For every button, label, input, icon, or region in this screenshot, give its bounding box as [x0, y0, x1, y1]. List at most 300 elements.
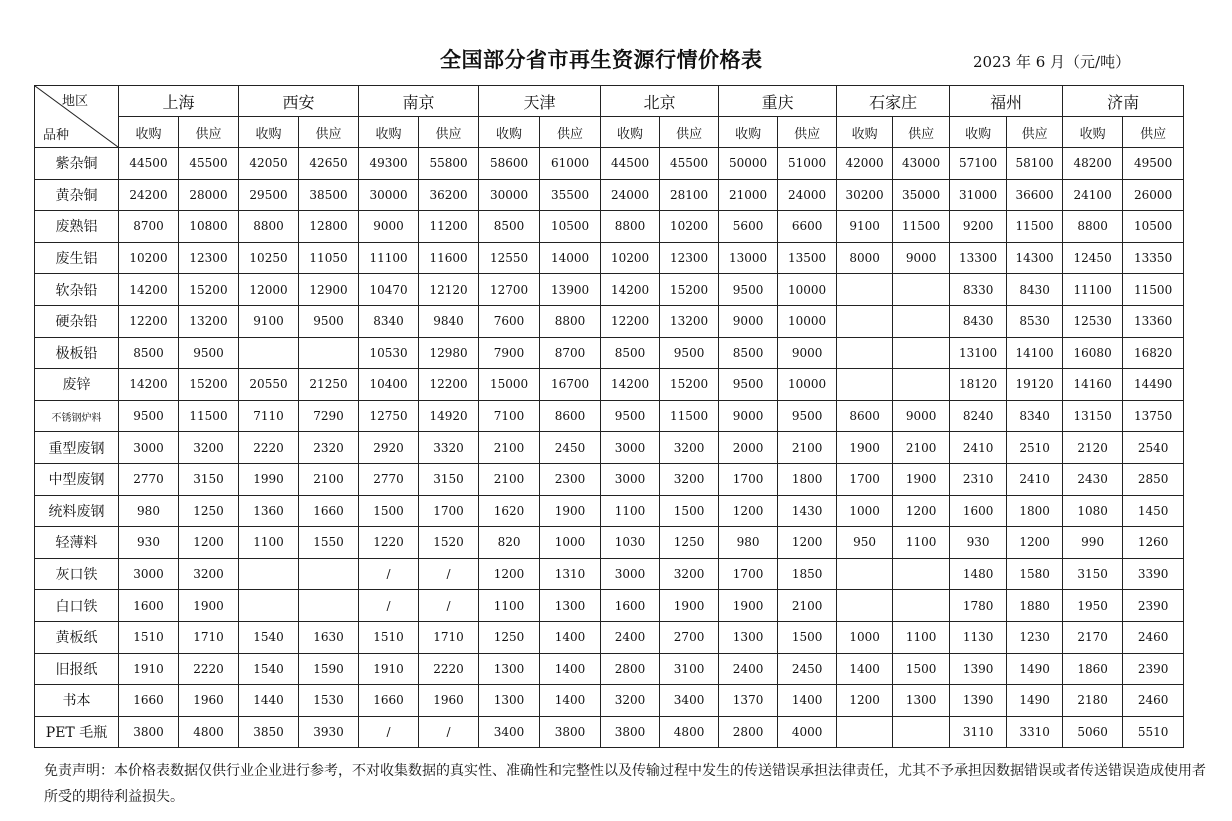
- price-cell: 26000: [1123, 179, 1184, 211]
- table-row: [35, 305, 1184, 337]
- price-cell: 8330: [950, 274, 1007, 306]
- table-row: [35, 211, 1184, 243]
- price-cell: 14160: [1063, 369, 1123, 401]
- price-cell: 12000: [239, 274, 299, 306]
- price-cell: 2390: [1123, 653, 1184, 685]
- variety-label: 废熟铝: [35, 211, 119, 243]
- price-cell: 44500: [601, 148, 660, 180]
- price-cell: 1580: [1007, 558, 1063, 590]
- price-cell: 1130: [950, 621, 1007, 653]
- price-cell: 12300: [660, 242, 719, 274]
- price-cell: 1710: [179, 621, 239, 653]
- price-cell: 4800: [660, 716, 719, 748]
- table-row: [35, 495, 1184, 527]
- price-cell: 9500: [719, 369, 778, 401]
- variety-label: 紫杂铜: [35, 148, 119, 180]
- buy-header: 收购: [239, 117, 299, 148]
- price-cell: 1710: [419, 621, 479, 653]
- price-cell: 9500: [601, 400, 660, 432]
- price-cell: 20550: [239, 369, 299, 401]
- price-cell: 12200: [119, 305, 179, 337]
- price-cell: 1440: [239, 685, 299, 717]
- price-cell: 3400: [660, 685, 719, 717]
- price-cell: 980: [719, 527, 778, 559]
- price-cell: 7600: [479, 305, 540, 337]
- price-cell: 2180: [1063, 685, 1123, 717]
- price-cell: 13200: [660, 305, 719, 337]
- price-cell: 2540: [1123, 432, 1184, 464]
- price-cell: 15200: [179, 369, 239, 401]
- price-cell: 1200: [719, 495, 778, 527]
- price-cell: 30200: [837, 179, 893, 211]
- price-cell: 3000: [119, 558, 179, 590]
- price-cell: 1100: [239, 527, 299, 559]
- price-cell: 2390: [1123, 590, 1184, 622]
- price-cell: 15200: [179, 274, 239, 306]
- price-cell: [893, 337, 950, 369]
- price-cell: 1540: [239, 621, 299, 653]
- price-cell: 8500: [479, 211, 540, 243]
- price-cell: 1230: [1007, 621, 1063, 653]
- price-cell: 4000: [778, 716, 837, 748]
- price-cell: 8000: [837, 242, 893, 274]
- price-cell: 1900: [179, 590, 239, 622]
- price-cell: 42650: [299, 148, 359, 180]
- price-cell: 1800: [778, 463, 837, 495]
- price-cell: 1250: [479, 621, 540, 653]
- price-cell: 15200: [660, 274, 719, 306]
- price-cell: 15200: [660, 369, 719, 401]
- variety-label: 不锈钢炉料: [35, 400, 119, 432]
- price-cell: 12550: [479, 242, 540, 274]
- table-row: [35, 716, 1184, 748]
- variety-label: 统料废钢: [35, 495, 119, 527]
- price-cell: 49500: [1123, 148, 1184, 180]
- price-cell: 24200: [119, 179, 179, 211]
- price-cell: 11600: [419, 242, 479, 274]
- price-cell: 1200: [1007, 527, 1063, 559]
- price-cell: [239, 337, 299, 369]
- price-cell: 8430: [950, 305, 1007, 337]
- price-cell: 10250: [239, 242, 299, 274]
- price-cell: 3110: [950, 716, 1007, 748]
- corner-header-cell: [35, 86, 119, 148]
- price-cell: [837, 274, 893, 306]
- price-cell: 1550: [299, 527, 359, 559]
- price-cell: 1400: [778, 685, 837, 717]
- price-cell: 42000: [837, 148, 893, 180]
- price-cell: 45500: [179, 148, 239, 180]
- price-cell: 930: [119, 527, 179, 559]
- price-cell: 2120: [1063, 432, 1123, 464]
- price-cell: 13100: [950, 337, 1007, 369]
- price-cell: 2100: [778, 590, 837, 622]
- price-cell: 8530: [1007, 305, 1063, 337]
- price-cell: 1100: [479, 590, 540, 622]
- price-cell: 9000: [893, 242, 950, 274]
- price-cell: 1490: [1007, 685, 1063, 717]
- price-cell: 3200: [660, 558, 719, 590]
- price-cell: 48200: [1063, 148, 1123, 180]
- price-cell: 1300: [893, 685, 950, 717]
- price-cell: 1250: [179, 495, 239, 527]
- price-cell: 8600: [837, 400, 893, 432]
- price-cell: 1540: [239, 653, 299, 685]
- price-cell: 1700: [719, 558, 778, 590]
- price-cell: 3800: [540, 716, 601, 748]
- price-cell: 10500: [1123, 211, 1184, 243]
- price-cell: [239, 558, 299, 590]
- price-cell: 2220: [419, 653, 479, 685]
- price-cell: 1490: [1007, 653, 1063, 685]
- price-cell: 3800: [601, 716, 660, 748]
- corner-variety-label: 品种: [43, 128, 70, 143]
- price-cell: 3000: [601, 558, 660, 590]
- price-cell: 1200: [893, 495, 950, 527]
- price-cell: 12450: [1063, 242, 1123, 274]
- price-cell: 2400: [601, 621, 660, 653]
- price-cell: 10200: [660, 211, 719, 243]
- price-cell: 14200: [601, 369, 660, 401]
- price-cell: [893, 716, 950, 748]
- price-cell: 2000: [719, 432, 778, 464]
- price-cell: /: [419, 590, 479, 622]
- buy-header: 收购: [119, 117, 179, 148]
- price-cell: 44500: [119, 148, 179, 180]
- price-cell: 8500: [119, 337, 179, 369]
- price-cell: 9000: [719, 305, 778, 337]
- variety-label: 灰口铁: [35, 558, 119, 590]
- price-cell: 16080: [1063, 337, 1123, 369]
- price-table: [34, 85, 1184, 748]
- price-cell: 28000: [179, 179, 239, 211]
- price-cell: 1510: [119, 621, 179, 653]
- date-unit-label: 2023 年 6 月（元/吨）: [973, 53, 1131, 71]
- price-cell: 9500: [299, 305, 359, 337]
- price-cell: 45500: [660, 148, 719, 180]
- price-cell: [299, 337, 359, 369]
- price-cell: 58600: [479, 148, 540, 180]
- price-cell: 21000: [719, 179, 778, 211]
- variety-label: 中型废钢: [35, 463, 119, 495]
- price-cell: 2410: [950, 432, 1007, 464]
- price-cell: 10530: [359, 337, 419, 369]
- price-cell: 35000: [893, 179, 950, 211]
- price-cell: 9840: [419, 305, 479, 337]
- price-cell: 1590: [299, 653, 359, 685]
- buy-header: 收购: [1063, 117, 1123, 148]
- price-cell: 12530: [1063, 305, 1123, 337]
- price-cell: 30000: [479, 179, 540, 211]
- price-cell: 50000: [719, 148, 778, 180]
- price-cell: 1700: [837, 463, 893, 495]
- price-cell: [893, 369, 950, 401]
- price-cell: 10470: [359, 274, 419, 306]
- sell-header: 供应: [419, 117, 479, 148]
- variety-label: 白口铁: [35, 590, 119, 622]
- price-cell: 10000: [778, 274, 837, 306]
- price-cell: 1950: [1063, 590, 1123, 622]
- price-cell: 8500: [601, 337, 660, 369]
- variety-label: 重型废钢: [35, 432, 119, 464]
- price-cell: 3150: [1063, 558, 1123, 590]
- price-cell: /: [419, 558, 479, 590]
- price-cell: 1500: [359, 495, 419, 527]
- price-cell: 1660: [119, 685, 179, 717]
- price-cell: 15000: [479, 369, 540, 401]
- price-cell: 1700: [719, 463, 778, 495]
- price-cell: 2100: [479, 432, 540, 464]
- price-cell: 820: [479, 527, 540, 559]
- sell-header: 供应: [179, 117, 239, 148]
- price-cell: 2800: [601, 653, 660, 685]
- price-cell: 9000: [359, 211, 419, 243]
- price-cell: 1600: [950, 495, 1007, 527]
- price-cell: 1480: [950, 558, 1007, 590]
- city-header: 济南: [1063, 86, 1184, 117]
- price-cell: 11500: [1123, 274, 1184, 306]
- variety-label: 极板铅: [35, 337, 119, 369]
- price-cell: 10200: [601, 242, 660, 274]
- price-cell: 1620: [479, 495, 540, 527]
- price-cell: 3000: [601, 432, 660, 464]
- price-cell: 3100: [660, 653, 719, 685]
- variety-label: 黄杂铜: [35, 179, 119, 211]
- price-cell: 3150: [419, 463, 479, 495]
- price-cell: 1080: [1063, 495, 1123, 527]
- variety-label: PET 毛瓶: [35, 716, 119, 748]
- buy-header: 收购: [601, 117, 660, 148]
- price-cell: 1900: [660, 590, 719, 622]
- price-cell: 11500: [1007, 211, 1063, 243]
- price-cell: 3200: [660, 432, 719, 464]
- price-cell: 1300: [479, 653, 540, 685]
- price-cell: 11500: [179, 400, 239, 432]
- variety-label: 书本: [35, 685, 119, 717]
- city-header: 石家庄: [837, 86, 950, 117]
- price-cell: 1100: [893, 527, 950, 559]
- price-cell: 1510: [359, 621, 419, 653]
- price-cell: 950: [837, 527, 893, 559]
- table-row: [35, 621, 1184, 653]
- price-cell: 31000: [950, 179, 1007, 211]
- price-cell: 1660: [299, 495, 359, 527]
- price-cell: 1900: [893, 463, 950, 495]
- price-cell: 11200: [419, 211, 479, 243]
- price-cell: 5600: [719, 211, 778, 243]
- price-cell: 2450: [778, 653, 837, 685]
- table-row: [35, 463, 1184, 495]
- sell-header: 供应: [540, 117, 601, 148]
- price-cell: 1300: [719, 621, 778, 653]
- table-row: [35, 653, 1184, 685]
- price-cell: 14300: [1007, 242, 1063, 274]
- table-row: [35, 148, 1184, 180]
- price-cell: 36200: [419, 179, 479, 211]
- price-cell: 2310: [950, 463, 1007, 495]
- price-cell: 2220: [179, 653, 239, 685]
- price-cell: 8800: [540, 305, 601, 337]
- price-cell: [893, 274, 950, 306]
- price-cell: 14200: [601, 274, 660, 306]
- price-cell: 2220: [239, 432, 299, 464]
- table-row: [35, 432, 1184, 464]
- price-cell: 55800: [419, 148, 479, 180]
- price-cell: 1520: [419, 527, 479, 559]
- price-cell: 10400: [359, 369, 419, 401]
- price-cell: 8340: [359, 305, 419, 337]
- price-cell: 1660: [359, 685, 419, 717]
- price-cell: 1100: [601, 495, 660, 527]
- price-cell: 930: [950, 527, 1007, 559]
- price-cell: 1800: [1007, 495, 1063, 527]
- price-cell: 13750: [1123, 400, 1184, 432]
- price-cell: 1700: [419, 495, 479, 527]
- price-cell: 9500: [719, 274, 778, 306]
- price-cell: 1900: [719, 590, 778, 622]
- price-cell: 61000: [540, 148, 601, 180]
- price-cell: 13900: [540, 274, 601, 306]
- sell-header: 供应: [893, 117, 950, 148]
- price-cell: 11100: [1063, 274, 1123, 306]
- price-cell: 13500: [778, 242, 837, 274]
- price-cell: 30000: [359, 179, 419, 211]
- price-cell: 2320: [299, 432, 359, 464]
- price-cell: 1200: [479, 558, 540, 590]
- price-cell: 10000: [778, 305, 837, 337]
- price-cell: 2170: [1063, 621, 1123, 653]
- price-cell: 2850: [1123, 463, 1184, 495]
- price-cell: 24000: [601, 179, 660, 211]
- city-header-row: [35, 86, 1184, 117]
- price-cell: 1530: [299, 685, 359, 717]
- price-cell: 9100: [239, 305, 299, 337]
- price-cell: 5060: [1063, 716, 1123, 748]
- price-cell: 14100: [1007, 337, 1063, 369]
- price-cell: 1400: [837, 653, 893, 685]
- price-cell: 12200: [419, 369, 479, 401]
- price-cell: 57100: [950, 148, 1007, 180]
- price-cell: 1500: [893, 653, 950, 685]
- price-cell: 1400: [540, 685, 601, 717]
- price-cell: 3400: [479, 716, 540, 748]
- price-cell: 16820: [1123, 337, 1184, 369]
- price-cell: 14920: [419, 400, 479, 432]
- price-cell: 19120: [1007, 369, 1063, 401]
- price-cell: 1250: [660, 527, 719, 559]
- price-cell: 2920: [359, 432, 419, 464]
- city-header: 重庆: [719, 86, 837, 117]
- price-cell: [893, 558, 950, 590]
- variety-label: 硬杂铅: [35, 305, 119, 337]
- price-cell: 990: [1063, 527, 1123, 559]
- price-cell: 7290: [299, 400, 359, 432]
- price-cell: 6600: [778, 211, 837, 243]
- price-cell: 980: [119, 495, 179, 527]
- price-cell: 5510: [1123, 716, 1184, 748]
- price-cell: 3200: [601, 685, 660, 717]
- price-cell: 1780: [950, 590, 1007, 622]
- price-cell: 1370: [719, 685, 778, 717]
- price-cell: 3200: [660, 463, 719, 495]
- price-cell: 38500: [299, 179, 359, 211]
- price-cell: 1360: [239, 495, 299, 527]
- price-cell: 3200: [179, 432, 239, 464]
- price-cell: 1990: [239, 463, 299, 495]
- price-cell: 8800: [239, 211, 299, 243]
- price-cell: [837, 369, 893, 401]
- price-cell: 1100: [893, 621, 950, 653]
- price-cell: 11500: [893, 211, 950, 243]
- city-header: 南京: [359, 86, 479, 117]
- price-cell: 1910: [119, 653, 179, 685]
- price-cell: 13350: [1123, 242, 1184, 274]
- price-cell: 7100: [479, 400, 540, 432]
- price-cell: 1960: [419, 685, 479, 717]
- price-cell: 3200: [179, 558, 239, 590]
- price-cell: 8500: [719, 337, 778, 369]
- table-row: [35, 558, 1184, 590]
- price-cell: 9500: [660, 337, 719, 369]
- price-cell: 12980: [419, 337, 479, 369]
- price-cell: 1430: [778, 495, 837, 527]
- price-cell: 9000: [719, 400, 778, 432]
- city-header: 北京: [601, 86, 719, 117]
- price-cell: 3850: [239, 716, 299, 748]
- price-cell: 2770: [359, 463, 419, 495]
- price-cell: 1000: [837, 621, 893, 653]
- price-cell: 2700: [660, 621, 719, 653]
- price-cell: 2300: [540, 463, 601, 495]
- price-cell: 1390: [950, 653, 1007, 685]
- price-cell: 2100: [299, 463, 359, 495]
- price-cell: 1000: [540, 527, 601, 559]
- price-cell: 1450: [1123, 495, 1184, 527]
- price-cell: 12300: [179, 242, 239, 274]
- price-cell: 2770: [119, 463, 179, 495]
- price-cell: 43000: [893, 148, 950, 180]
- price-cell: 8800: [1063, 211, 1123, 243]
- price-cell: 9500: [179, 337, 239, 369]
- price-cell: 12120: [419, 274, 479, 306]
- price-cell: 8430: [1007, 274, 1063, 306]
- price-cell: 3000: [601, 463, 660, 495]
- price-cell: 3150: [179, 463, 239, 495]
- price-cell: 1910: [359, 653, 419, 685]
- price-cell: 11050: [299, 242, 359, 274]
- price-cell: [837, 305, 893, 337]
- price-cell: 24000: [778, 179, 837, 211]
- sell-header: 供应: [1007, 117, 1063, 148]
- price-cell: 13360: [1123, 305, 1184, 337]
- price-cell: 1300: [540, 590, 601, 622]
- price-cell: 51000: [778, 148, 837, 180]
- city-header: 天津: [479, 86, 601, 117]
- price-cell: 3320: [419, 432, 479, 464]
- buy-header: 收购: [837, 117, 893, 148]
- price-cell: 3310: [1007, 716, 1063, 748]
- buy-header: 收购: [359, 117, 419, 148]
- price-cell: 13200: [179, 305, 239, 337]
- price-cell: 7110: [239, 400, 299, 432]
- price-cell: 1880: [1007, 590, 1063, 622]
- price-cell: 1860: [1063, 653, 1123, 685]
- price-cell: /: [359, 558, 419, 590]
- price-cell: 2430: [1063, 463, 1123, 495]
- price-cell: 10500: [540, 211, 601, 243]
- price-cell: 8600: [540, 400, 601, 432]
- price-cell: 1630: [299, 621, 359, 653]
